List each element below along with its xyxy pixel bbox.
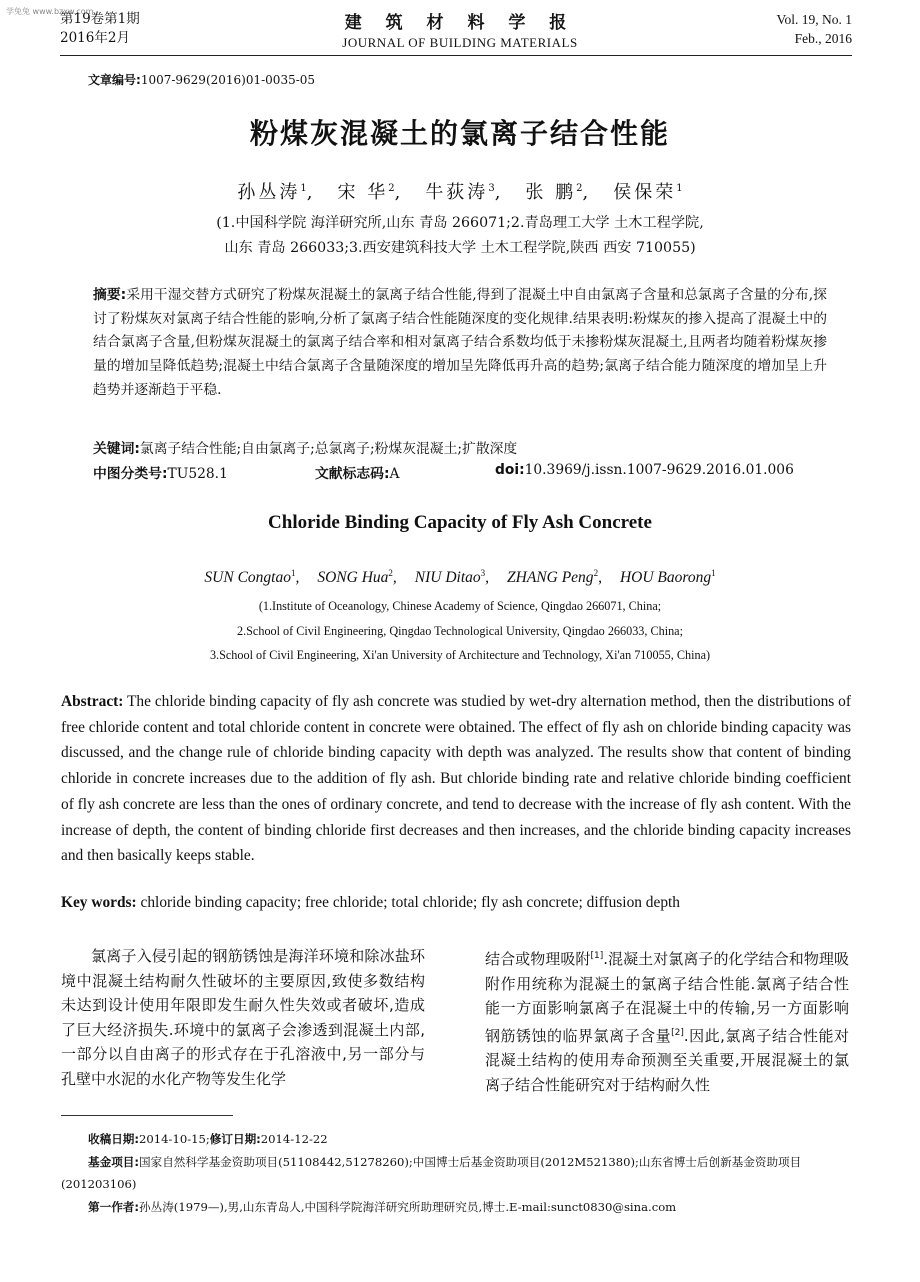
affiliation-zh-line: (1.中国科学院 海洋研究所,山东 青岛 266071;2.青岛理工大学 土木工程学院, bbox=[216, 215, 704, 231]
clc-code: 中图分类号:TU528.1 bbox=[93, 466, 228, 482]
header-volume: 第19卷第1期 bbox=[60, 11, 140, 27]
author-zh: 张 鹏$^2$, bbox=[525, 182, 592, 203]
footnotes bbox=[61, 1128, 853, 1218]
abstract-zh-text: 采用干湿交替方式研究了粉煤灰混凝土的氯离子结合性能,得到了混凝土中自由氯离子含量和总氯离子含量的分布,探讨了粉煤灰对氯离子结合性能的影响,分析了氯离子结合性能随深度的变化规律.结果表明:粉煤灰的掺入提高了混凝土中的结合氯离子含量,但粉煤灰混凝土的氯离子结合率和相对氯离子结合系数均低于未掺粉煤灰混凝土,且两者均随着粉煤灰掺量的增加呈降低趋势;混凝土中结合氯离子含量随深度的增加呈先降低再升高的趋势;氯离子结合能力随深度的增加呈上升趋势并逐渐趋于平稳. bbox=[93, 287, 827, 398]
citation-ref: [2] bbox=[671, 1027, 684, 1038]
keywords-zh bbox=[93, 437, 827, 457]
keywords-en bbox=[61, 894, 851, 912]
author-en: SUN Congtao$^1$, bbox=[204, 568, 300, 587]
document-code: 文献标志码:A bbox=[315, 466, 400, 482]
body-column-left bbox=[61, 944, 425, 1092]
journal-name-en: JOURNAL OF BUILDING MATERIALS bbox=[342, 35, 578, 50]
header-volume-en: Vol. 19, No. 1 bbox=[776, 12, 852, 27]
abstract-zh bbox=[93, 284, 827, 403]
article-number-value: 1007-9629(2016)01-0035-05 bbox=[140, 73, 316, 87]
authors-zh bbox=[0, 178, 920, 204]
author-zh: 宋 华$^2$, bbox=[337, 182, 404, 203]
body-paragraph: 结合或物理吸附[1].混凝土对氯离子的化学结合和物理吸附作用统称为混凝土的氯离子结合性能.氯离子结合性能一方面影响氯离子在混凝土中的传输,另一方面影响钢筋锈蚀的临界氯离子含量[2].因此,氯离子结合性能对混凝土结构的使用寿命预测至关重要,开展混凝土的氯离子结合性能研究对于结构耐久性 bbox=[485, 950, 849, 1094]
author-en: SONG Hua$^2$, bbox=[317, 568, 397, 587]
footnote-fund: 基金项目:国家自然科学基金资助项目(51108442,51278260);中国博士后基金资助项目(2012M521380);山东省博士后创新基金资助项目(201203106) bbox=[61, 1154, 802, 1191]
author-zh: 孙丛涛$^1$, bbox=[237, 182, 316, 203]
watermark: 学兔兔 www.bzxw.com bbox=[6, 7, 94, 16]
journal-name-zh: 建 筑 材 料 学 报 bbox=[344, 13, 576, 33]
header-issue bbox=[60, 10, 140, 48]
header-issue-en bbox=[776, 10, 852, 48]
keywords-en-label: Key words: bbox=[61, 894, 137, 911]
keywords-zh-text: 氯离子结合性能;自由氯离子;总氯离子;粉煤灰混凝土;扩散深度 bbox=[139, 441, 518, 457]
abstract-zh-label: 摘要: bbox=[93, 287, 127, 303]
footnote-divider bbox=[61, 1115, 233, 1116]
header-divider bbox=[60, 55, 852, 56]
author-zh: 牛荻涛$^3$, bbox=[425, 182, 504, 203]
abstract-en-label: Abstract: bbox=[61, 693, 124, 710]
author-en: ZHANG Peng$^2$, bbox=[507, 568, 602, 587]
body-paragraph: 氯离子入侵引起的钢筋锈蚀是海洋环境和除冰盐环境中混凝土结构耐久性破坏的主要原因,致使多数结构未达到设计使用年限即发生耐久性失效或者破坏,造成了巨大经济损失.环境中的氯离子会渗透到混凝土内部,一部分以自由离子的形式存在于孔溶液中,另一部分与孔壁中水泥的水化产物等发生化学 bbox=[61, 947, 425, 1088]
authors-en bbox=[0, 568, 920, 587]
body-column-right bbox=[485, 944, 849, 1098]
affiliation-zh-line: 山东 青岛 266033;3.西安建筑科技大学 土木工程学院,陕西 西安 710055) bbox=[224, 240, 696, 256]
footnote-first-author: 第一作者:孙丛涛(1979—),男,山东青岛人,中国科学院海洋研究所助理研究员,博士.E-mail:sunct0830@sina.com bbox=[88, 1199, 677, 1214]
article-number bbox=[88, 71, 315, 88]
footnote-dates: 收稿日期:2014-10-15;修订日期:2014-12-22 bbox=[88, 1132, 328, 1146]
author-zh: 侯保荣$^1$ bbox=[613, 182, 683, 203]
classification-row bbox=[93, 462, 827, 482]
header-date: 2016年2月 bbox=[60, 30, 130, 46]
keywords-en-text: chloride binding capacity; free chloride; total chloride; fly ash concrete; diffusion depth bbox=[136, 894, 681, 911]
author-en: HOU Baorong$^1$ bbox=[619, 568, 716, 587]
header-date-en: Feb., 2016 bbox=[794, 31, 852, 46]
affiliation-en-line: 3.School of Civil Engineering, Xi'an University of Architecture and Technology, Xi'an 710055, China) bbox=[209, 648, 711, 662]
journal-masthead bbox=[260, 8, 660, 51]
affiliation-en-line: (1.Institute of Oceanology, Chinese Academy of Science, Qingdao 266071, China; bbox=[258, 599, 662, 613]
keywords-zh-label: 关键词: bbox=[93, 441, 140, 457]
abstract-en-text: The chloride binding capacity of fly ash concrete was studied by wet-dry alternation method, then the distributions of free chloride content and total chloride content in concrete were obtained. The effect of fly ash on chloride binding capacity was discussed, and the change rule of chloride binding capacity with depth was analyzed. The results show that content of binding chloride in concrete increases due to the addition of fly ash. But chloride binding rate and relative chloride binding coefficient of fly ash concrete are less than the ones of ordinary concrete, and tend to decrease with the increase of fly ash content. With the increase of depth, the content of binding chloride first decreases and then increases, and the chloride binding capacity increases and then basically keeps stable. bbox=[61, 693, 851, 865]
author-en: NIU Ditao$^3$, bbox=[414, 568, 490, 587]
abstract-en bbox=[61, 689, 851, 869]
title-en: Chloride Binding Capacity of Fly Ash Concrete bbox=[268, 512, 652, 533]
affiliation-en-line: 2.School of Civil Engineering, Qingdao Technological University, Qingdao 266033, China; bbox=[237, 624, 683, 638]
title-zh: 粉煤灰混凝土的氯离子结合性能 bbox=[249, 117, 670, 150]
doi: doi:10.3969/j.issn.1007-9629.2016.01.006 bbox=[495, 462, 794, 478]
citation-ref: [1] bbox=[590, 951, 604, 961]
article-number-label: 文章编号: bbox=[88, 73, 141, 87]
